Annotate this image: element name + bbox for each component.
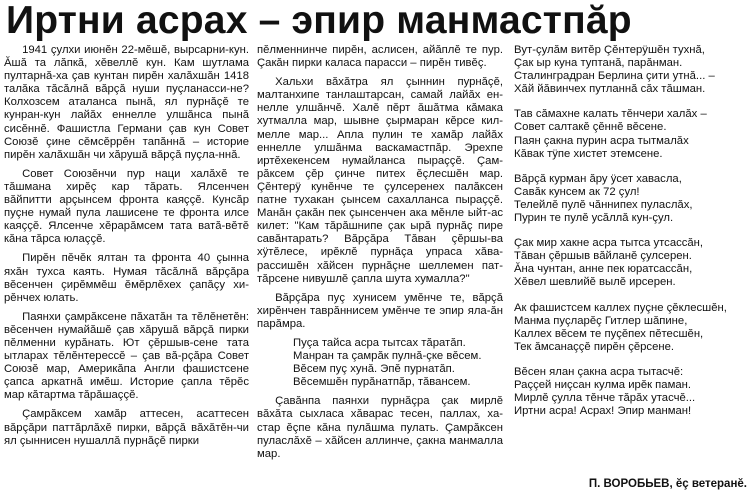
paragraph: пĕлменнинче пирĕн, аслисен, айăплĕ те пур. Çакăн пирки каласа парасси – пирĕн тивĕç. xyxy=(257,44,503,70)
paragraph: Çавăнпа паянхи пурнăçра çак мирлĕ вăхăта сыхласа хăварас тесен, паллах, ха-стар ĕçпе кăна пулăшма пулать. Çамрăксен пуласлăхĕ – хăйсен аллинче, çакна манмалла мар. xyxy=(257,395,503,460)
poem-stanza: Çак мир хакне асра тытса утсассăн, Тăван çĕршыв вăйланĕ çулсерен. Ăна чунтан, анне пек юратсассăн, Хĕвел шевлийĕ вылĕ ирсерен. xyxy=(514,237,704,289)
inline-poem: Пуça тайса асра тытсах тăратăп. Манран та çамрăк пулнă-çке вĕсем. Вĕсем пуç хунă. Эпĕ пурнатăп. Вĕсемшĕн пурăнатпăр, тăвансем. xyxy=(293,336,482,389)
paragraph: Çамрăксем хамăр аттесен, асаттесен вăрçăри паттăрлăхĕ пирки, вăрçă вăхăтĕн-чи ял çыннисен нушаллă пурнăçĕ пирки xyxy=(4,408,249,447)
paragraph: Пирĕн пĕчĕк ялтан та фронта 40 çынна яхăн тухса каять. Нумая тăсăлнă вăрçăра вĕсенчен çирĕммĕш ĕмĕрлĕхех çапăçу хи-рĕнчех юлать. xyxy=(4,252,249,304)
paragraph: Вăрçăра пуç хунисем умĕнче те, вăрçă хирĕнчен таврăннисем умĕнче те эпир яла-ăн парăмра. xyxy=(257,291,503,330)
paragraph: Паянхи çамрăксене пăхатăн та тĕлĕнетĕн: вĕсенчен нумайăшĕ çав хăрушă вăрçă пирки пĕлменни курăнать. Ют çĕршыв-сене тата ытларах тĕлĕнтерессĕ – çав вă-рçăра Совет Союзĕ мар, Америкăпа Англи фашистсене çапса аркатнă имĕш. Историе çапла тĕрĕс мар кăтартма тăрăшаççĕ. xyxy=(4,310,249,402)
paragraph: 1941 çулхи июнĕн 22-мĕшĕ, вырсарни-кун. Ăшă та лăпкă, хĕвеллĕ кун. Кам шутлама пултарнă-ха çав кунтан пирĕн халăхшăн 1418 талăка тăсăлнă вăрçă нуши пуçланасси-не? Колхозсем аталанса пынă, ял пурнăçĕ те кунран-кун лайăх еннелле улшăнса пынă сисĕннĕ. Фашистла Германи çав кун Совет Союзĕ çине сĕмсĕррĕн тапăннă – историе пирĕн халăхшăн чи хăрушă вăрçă пуçла-ннă. xyxy=(4,44,249,161)
article-column-1 xyxy=(4,44,249,448)
poem-stanza: Тав сăмахне калать тĕнчери халăх – Совет салтакĕ çĕннĕ вĕсене. Паян çакна пурин асра тытмалăх Кăвак тÿпе хистет этемсене. xyxy=(514,108,707,160)
author-signature: П. ВОРОБЬЕВ, ĕç ветеранĕ. xyxy=(588,478,747,490)
paragraph: Совет Союзĕнчи пур наци халăхĕ те тăшмана хирĕç кар тăрать. Ялсенчен вăйпитти арçынсем фронта каяççĕ. Кунсăр пуçне нумай пула лашисене те фронта илсе каяççĕ. Ялсенче хĕрарăмсем тата ватă-вĕтĕ кăна тăрса юлаççĕ. xyxy=(4,167,249,246)
poem-stanza: Ак фашистсем каллех пуçне çĕклесшĕн, Манма пуçларĕç Гитлер шăпине, Каллех вĕсем те пуçĕпех пĕтесшĕн, Тек ăмсанаççĕ пирĕн çĕрсене. xyxy=(514,301,727,353)
poem-stanza: Вăрçă курман ăру ÿсет хавасла, Савăк кунсем ак 72 çул! Телейлĕ пулĕ чăннипех пуласлăх, Пурин те пулĕ усăллă кун-çул. xyxy=(514,172,693,225)
poem-column xyxy=(514,44,752,424)
headline: Иртни асрах – эпир манмастпăр xyxy=(6,0,632,42)
paragraph: Хальхи вăхăтра ял çыннин пурнăçĕ, малтанхипе танлаштарсан, самай лайăх ен-нелле улшăнчĕ. Халĕ пĕрт ăшăтма кăмака хутмалла мар, шывне çырмаран кĕрсе кил-мелле мар... Апла пулин те хамăр лайăх еннелле улшăнма васкамастпăр. Эрехпе иртĕхекенсем нумайланса пыраççĕ. Çам-рăксем çĕр çинче питех ĕçлесшĕн мар. Çĕнтерÿ кунĕнче те çулсеренех палăксен патне тухакан çынсем сахалланса пыраççĕ. Манăн çакăн пек çынсенчен ака мĕнле ыйт-ас килет: "Кам тăрăшнипе çак ырă пурнăç пире савăнтарать? Вăрçăра Тăван çĕршы-ва хÿтĕлесе, ирĕклĕ пурнăçа упраса хăва-рассишĕн хăйсен пурнăçне шеллемен пат-тăрсене нивушлĕ çапла шута хумалла?" xyxy=(257,76,503,285)
article-column-2 xyxy=(257,44,503,461)
poem-stanza: Вут-çулăм витĕр Çĕнтерÿшĕн тухнă, Çак ыр куна туптанă, парăнман. Сталинградран Берлина çити утнă... – Хăй йăвинчех путланнă сăх тăшман. xyxy=(514,44,715,96)
poem-stanza: Вĕсен ялан çакна асра тытасчĕ: Раççей ниçсан кулма ирĕк паман. Мирлĕ çулла тĕнче тăрăх утасчĕ... Иртни асра! Асрах! Эпир манман! xyxy=(514,365,696,418)
